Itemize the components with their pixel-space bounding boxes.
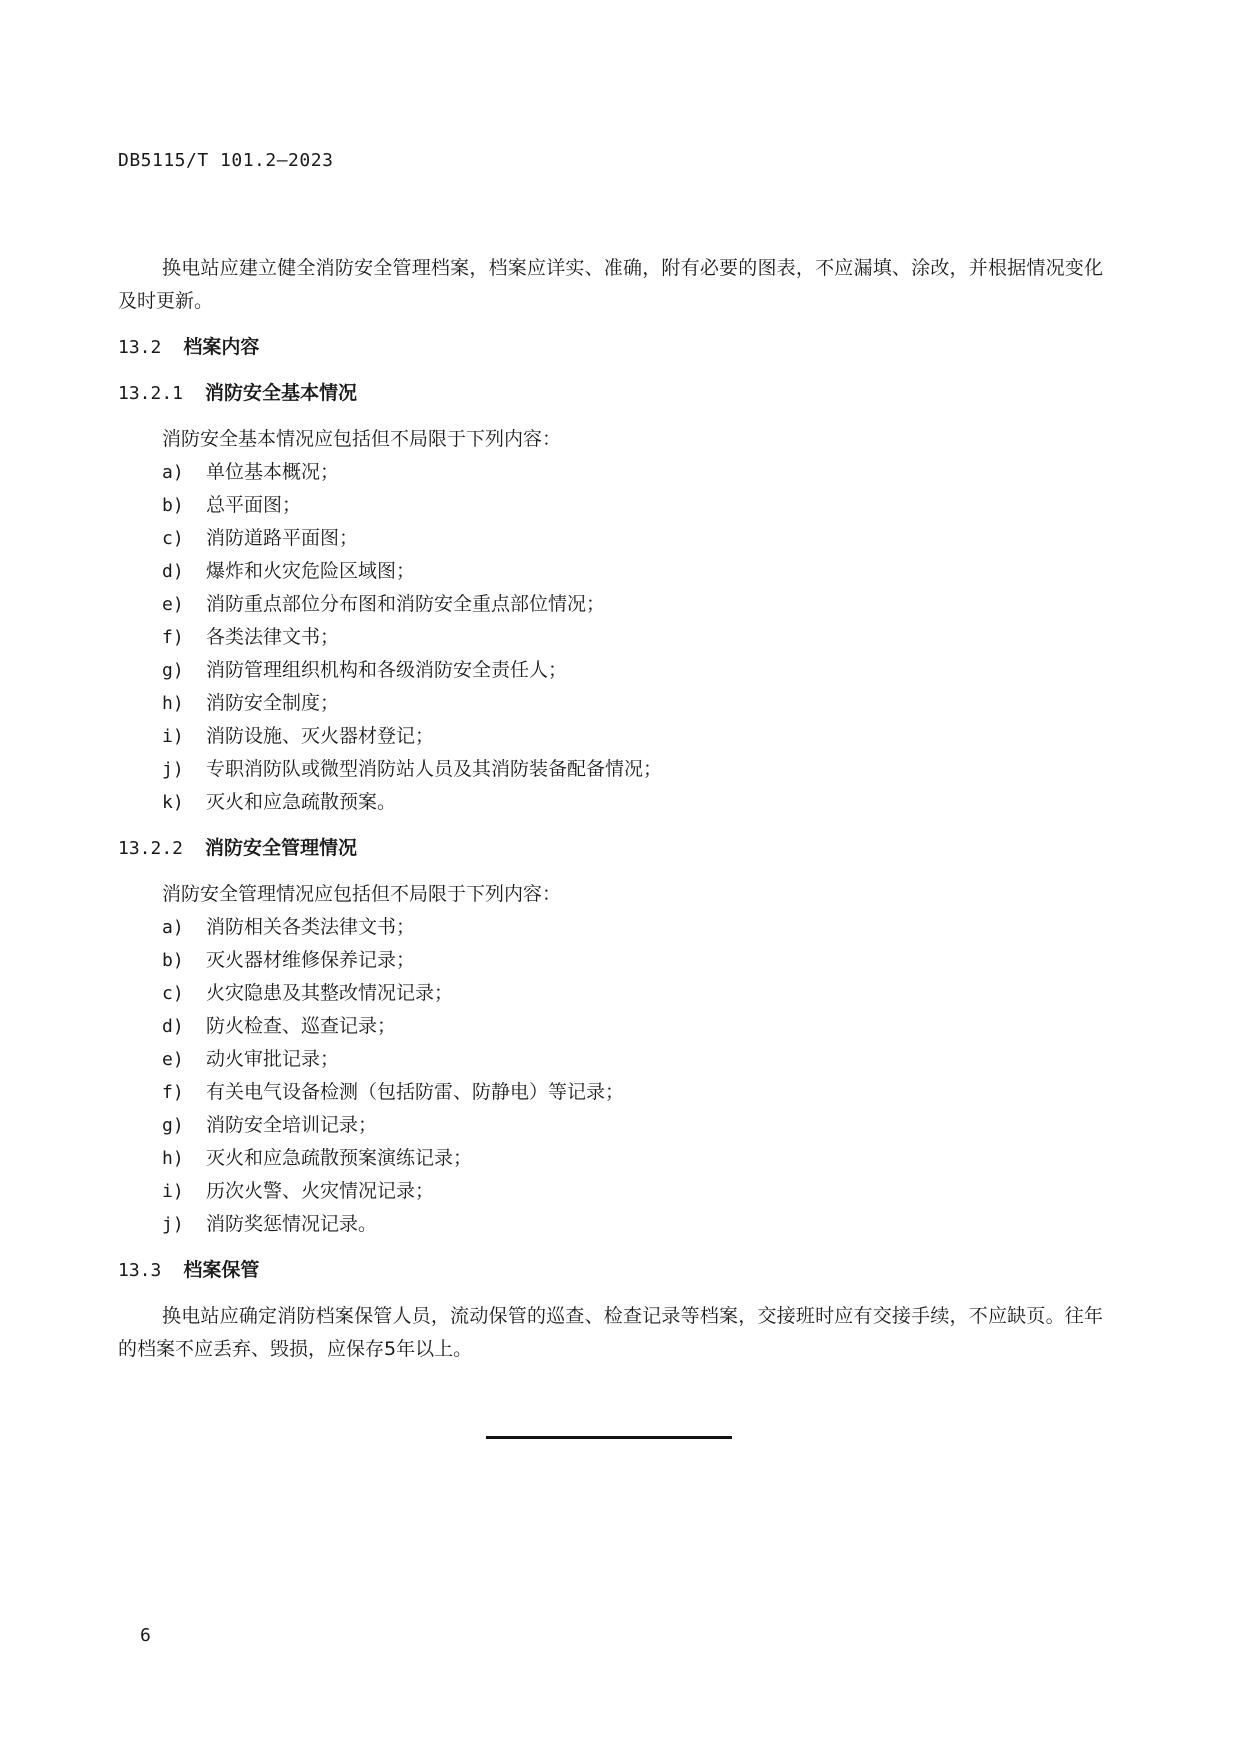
list-item [118, 522, 1103, 555]
list-item-marker: g) [162, 660, 184, 681]
list-item-marker: f) [162, 627, 184, 648]
section-13-3-heading [118, 1254, 1103, 1287]
page-content [118, 252, 1103, 1366]
list-item-marker: c) [162, 983, 184, 1004]
end-of-document-rule [486, 1436, 732, 1439]
list-item-text: 灭火和应急疏散预案演练记录； [206, 1147, 473, 1169]
list-item-text: 消防重点部位分布图和消防安全重点部位情况； [206, 593, 606, 615]
list-item-marker: b) [162, 495, 184, 516]
list-item-marker: a) [162, 917, 184, 938]
section-13-2-2-heading [118, 832, 1103, 865]
section-13-2-1-heading [118, 377, 1103, 410]
page-number: 6 [140, 1625, 151, 1646]
list-item [118, 786, 1103, 819]
section-title: 消防安全基本情况 [205, 382, 358, 404]
intro-paragraph: 换电站应建立健全消防安全管理档案，档案应详实、准确，附有必要的图表，不应漏填、涂改，并根据情况变化及时更新。 [118, 257, 1103, 312]
section-title: 档案保管 [183, 1259, 260, 1281]
list-item [118, 1109, 1103, 1142]
list-item-marker: i) [162, 1181, 184, 1202]
list-item-text: 历次火警、火灾情况记录； [206, 1180, 435, 1202]
list-item-text: 单位基本概况； [206, 461, 340, 483]
list-item [118, 1142, 1103, 1175]
list-item [118, 489, 1103, 522]
list-item-marker: j) [162, 1214, 184, 1235]
list-item-marker: d) [162, 1016, 184, 1037]
list-item-marker: i) [162, 726, 184, 747]
list-item [118, 621, 1103, 654]
list-item [118, 944, 1103, 977]
list-item [118, 1076, 1103, 1109]
list-item-text: 消防道路平面图； [206, 527, 359, 549]
section-number: 13.3 [118, 1260, 162, 1281]
section-13-3-paragraph: 换电站应确定消防档案保管人员，流动保管的巡查、检查记录等档案，交接班时应有交接手续，不应缺页。往年的档案不应丢弃、毁损，应保存5年以上。 [118, 1305, 1103, 1360]
list-item-text: 各类法律文书； [206, 626, 340, 648]
list-item-text: 动火审批记录； [206, 1048, 340, 1070]
list-item-text: 爆炸和火灾危险区域图； [206, 560, 416, 582]
list-item-text: 专职消防队或微型消防站人员及其消防装备配备情况； [206, 758, 663, 780]
list-item [118, 720, 1103, 753]
list-item-marker: b) [162, 950, 184, 971]
list-item-text: 消防安全培训记录； [206, 1114, 378, 1136]
list-item [118, 555, 1103, 588]
list-item-marker: e) [162, 594, 184, 615]
list-item-marker: a) [162, 462, 184, 483]
list-item-text: 消防管理组织机构和各级消防安全责任人； [206, 659, 568, 681]
section-title: 消防安全管理情况 [205, 837, 358, 859]
list-item [118, 1043, 1103, 1076]
list-item-marker: h) [162, 693, 184, 714]
section-number: 13.2.2 [118, 838, 184, 859]
list-item-text: 防火检查、巡查记录； [206, 1015, 397, 1037]
list-item [118, 687, 1103, 720]
list-item-marker: h) [162, 1148, 184, 1169]
list-item [118, 911, 1103, 944]
management-info-list [118, 911, 1103, 1241]
list-item-marker: e) [162, 1049, 184, 1070]
basic-info-list [118, 456, 1103, 819]
list-item [118, 753, 1103, 786]
list-item [118, 1208, 1103, 1241]
list-item-text: 消防相关各类法律文书； [206, 916, 416, 938]
list-item-text: 消防奖惩情况记录。 [206, 1213, 378, 1235]
list-item-text: 消防设施、灭火器材登记； [206, 725, 435, 747]
document-code: DB5115/T 101.2—2023 [118, 150, 334, 171]
list-item-text: 灭火和应急疏散预案。 [206, 791, 397, 813]
list-item [118, 1175, 1103, 1208]
list-item-text: 灭火器材维修保养记录； [206, 949, 416, 971]
section-13-2-1-lead: 消防安全基本情况应包括但不局限于下列内容： [162, 428, 562, 450]
list-item-marker: g) [162, 1115, 184, 1136]
section-number: 13.2 [118, 337, 162, 358]
section-number: 13.2.1 [118, 383, 184, 404]
list-item [118, 588, 1103, 621]
list-item-marker: k) [162, 792, 184, 813]
list-item [118, 456, 1103, 489]
list-item-marker: c) [162, 528, 184, 549]
section-13-2-2-lead: 消防安全管理情况应包括但不局限于下列内容： [162, 883, 562, 905]
list-item-marker: j) [162, 759, 184, 780]
list-item-text: 火灾隐患及其整改情况记录； [206, 982, 454, 1004]
list-item-text: 消防安全制度； [206, 692, 340, 714]
list-item [118, 977, 1103, 1010]
list-item-marker: d) [162, 561, 184, 582]
section-title: 档案内容 [183, 336, 260, 358]
list-item-marker: f) [162, 1082, 184, 1103]
list-item [118, 1010, 1103, 1043]
list-item-text: 总平面图； [206, 494, 302, 516]
list-item-text: 有关电气设备检测（包括防雷、防静电）等记录； [206, 1081, 625, 1103]
list-item [118, 654, 1103, 687]
section-13-2-heading [118, 331, 1103, 364]
